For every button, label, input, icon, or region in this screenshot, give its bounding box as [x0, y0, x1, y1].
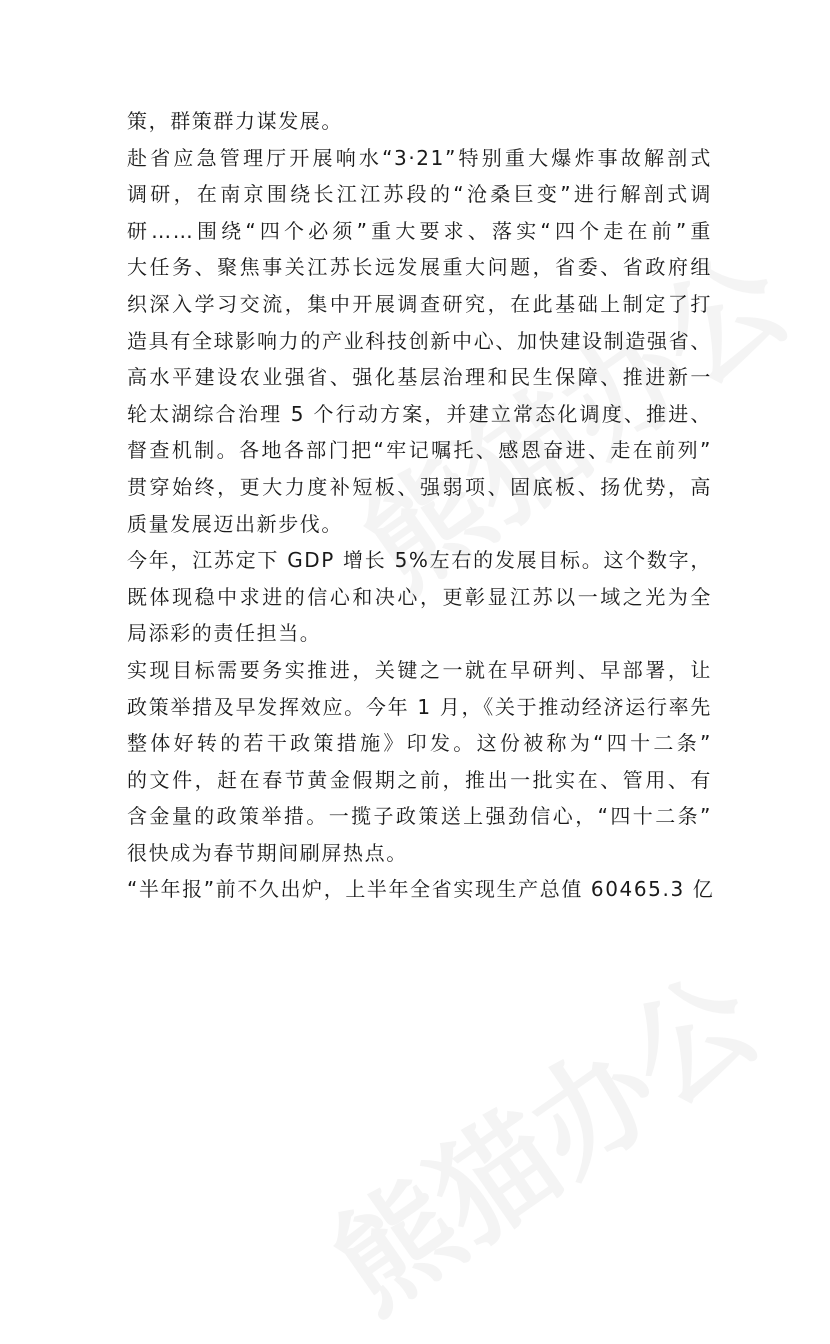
- text-line: 贯穿始终，更大力度补短板、强弱项、固底板、扬优势，高: [127, 474, 712, 499]
- text-line: 调研，在南京围绕长江江苏段的“沧桑巨变”进行解剖式调: [127, 182, 712, 207]
- text-line: 含金量的政策举措。一揽子政策送上强劲信心，“四十二条”: [127, 804, 712, 829]
- text-line: “半年报”前不久出炉，上半年全省实现生产总值 60465.3 亿: [127, 877, 715, 902]
- watermark: [294, 928, 786, 1344]
- paragraph: [127, 871, 715, 908]
- text-line: 局添彩的责任担当。: [127, 621, 322, 646]
- document-body: [127, 103, 715, 908]
- text-line: 轮太湖综合治理 5 个行动方案，并建立常态化调度、推进、: [127, 401, 712, 426]
- text-line: 高水平建设农业强省、强化基层治理和民生保障、推进新一: [127, 365, 712, 390]
- text-line: 策，群策群力谋发展。: [127, 109, 343, 133]
- text-line: 整体好转的若干政策措施》印发。这份被称为“四十二条”: [127, 731, 712, 756]
- text-line: 造具有全球影响力的产业科技创新中心、加快建设制造强省、: [127, 328, 712, 353]
- paragraph: [127, 652, 712, 872]
- text-line: 质量发展迈出新步伐。: [127, 511, 343, 536]
- text-line: 研……围绕“四个必须”重大要求、落实“四个走在前”重: [127, 218, 712, 243]
- text-line: 赴省应急管理厅开展响水“3·21”特别重大爆炸事故解剖式: [127, 145, 712, 170]
- text-line: 实现目标需要务实推进，关键之一就在早研判、早部署，让: [127, 657, 712, 682]
- paragraph: [127, 542, 712, 652]
- text-line: 政策举措及早发挥效应。今年 1 月，《关于推动经济运行率先: [127, 694, 712, 719]
- text-line: 今年，江苏定下 GDP 增长 5%左右的发展目标。这个数字，: [127, 548, 712, 573]
- paragraph: [127, 103, 712, 140]
- text-line: 督查机制。各地各部门把“牢记嘱托、感恩奋进、走在前列”: [127, 438, 712, 463]
- text-line: 既体现稳中求进的信心和决心，更彰显江苏以一域之光为全: [127, 584, 712, 609]
- text-line: 的文件，赶在春节黄金假期之前，推出一批实在、管用、有: [127, 767, 712, 792]
- text-line: 织深入学习交流，集中开展调查研究，在此基础上制定了打: [127, 291, 712, 316]
- text-line: 很快成为春节期间刷屏热点。: [127, 840, 408, 865]
- paragraph: [127, 140, 712, 543]
- text-line: 大任务、聚焦事关江苏长远发展重大问题，省委、省政府组: [127, 255, 712, 280]
